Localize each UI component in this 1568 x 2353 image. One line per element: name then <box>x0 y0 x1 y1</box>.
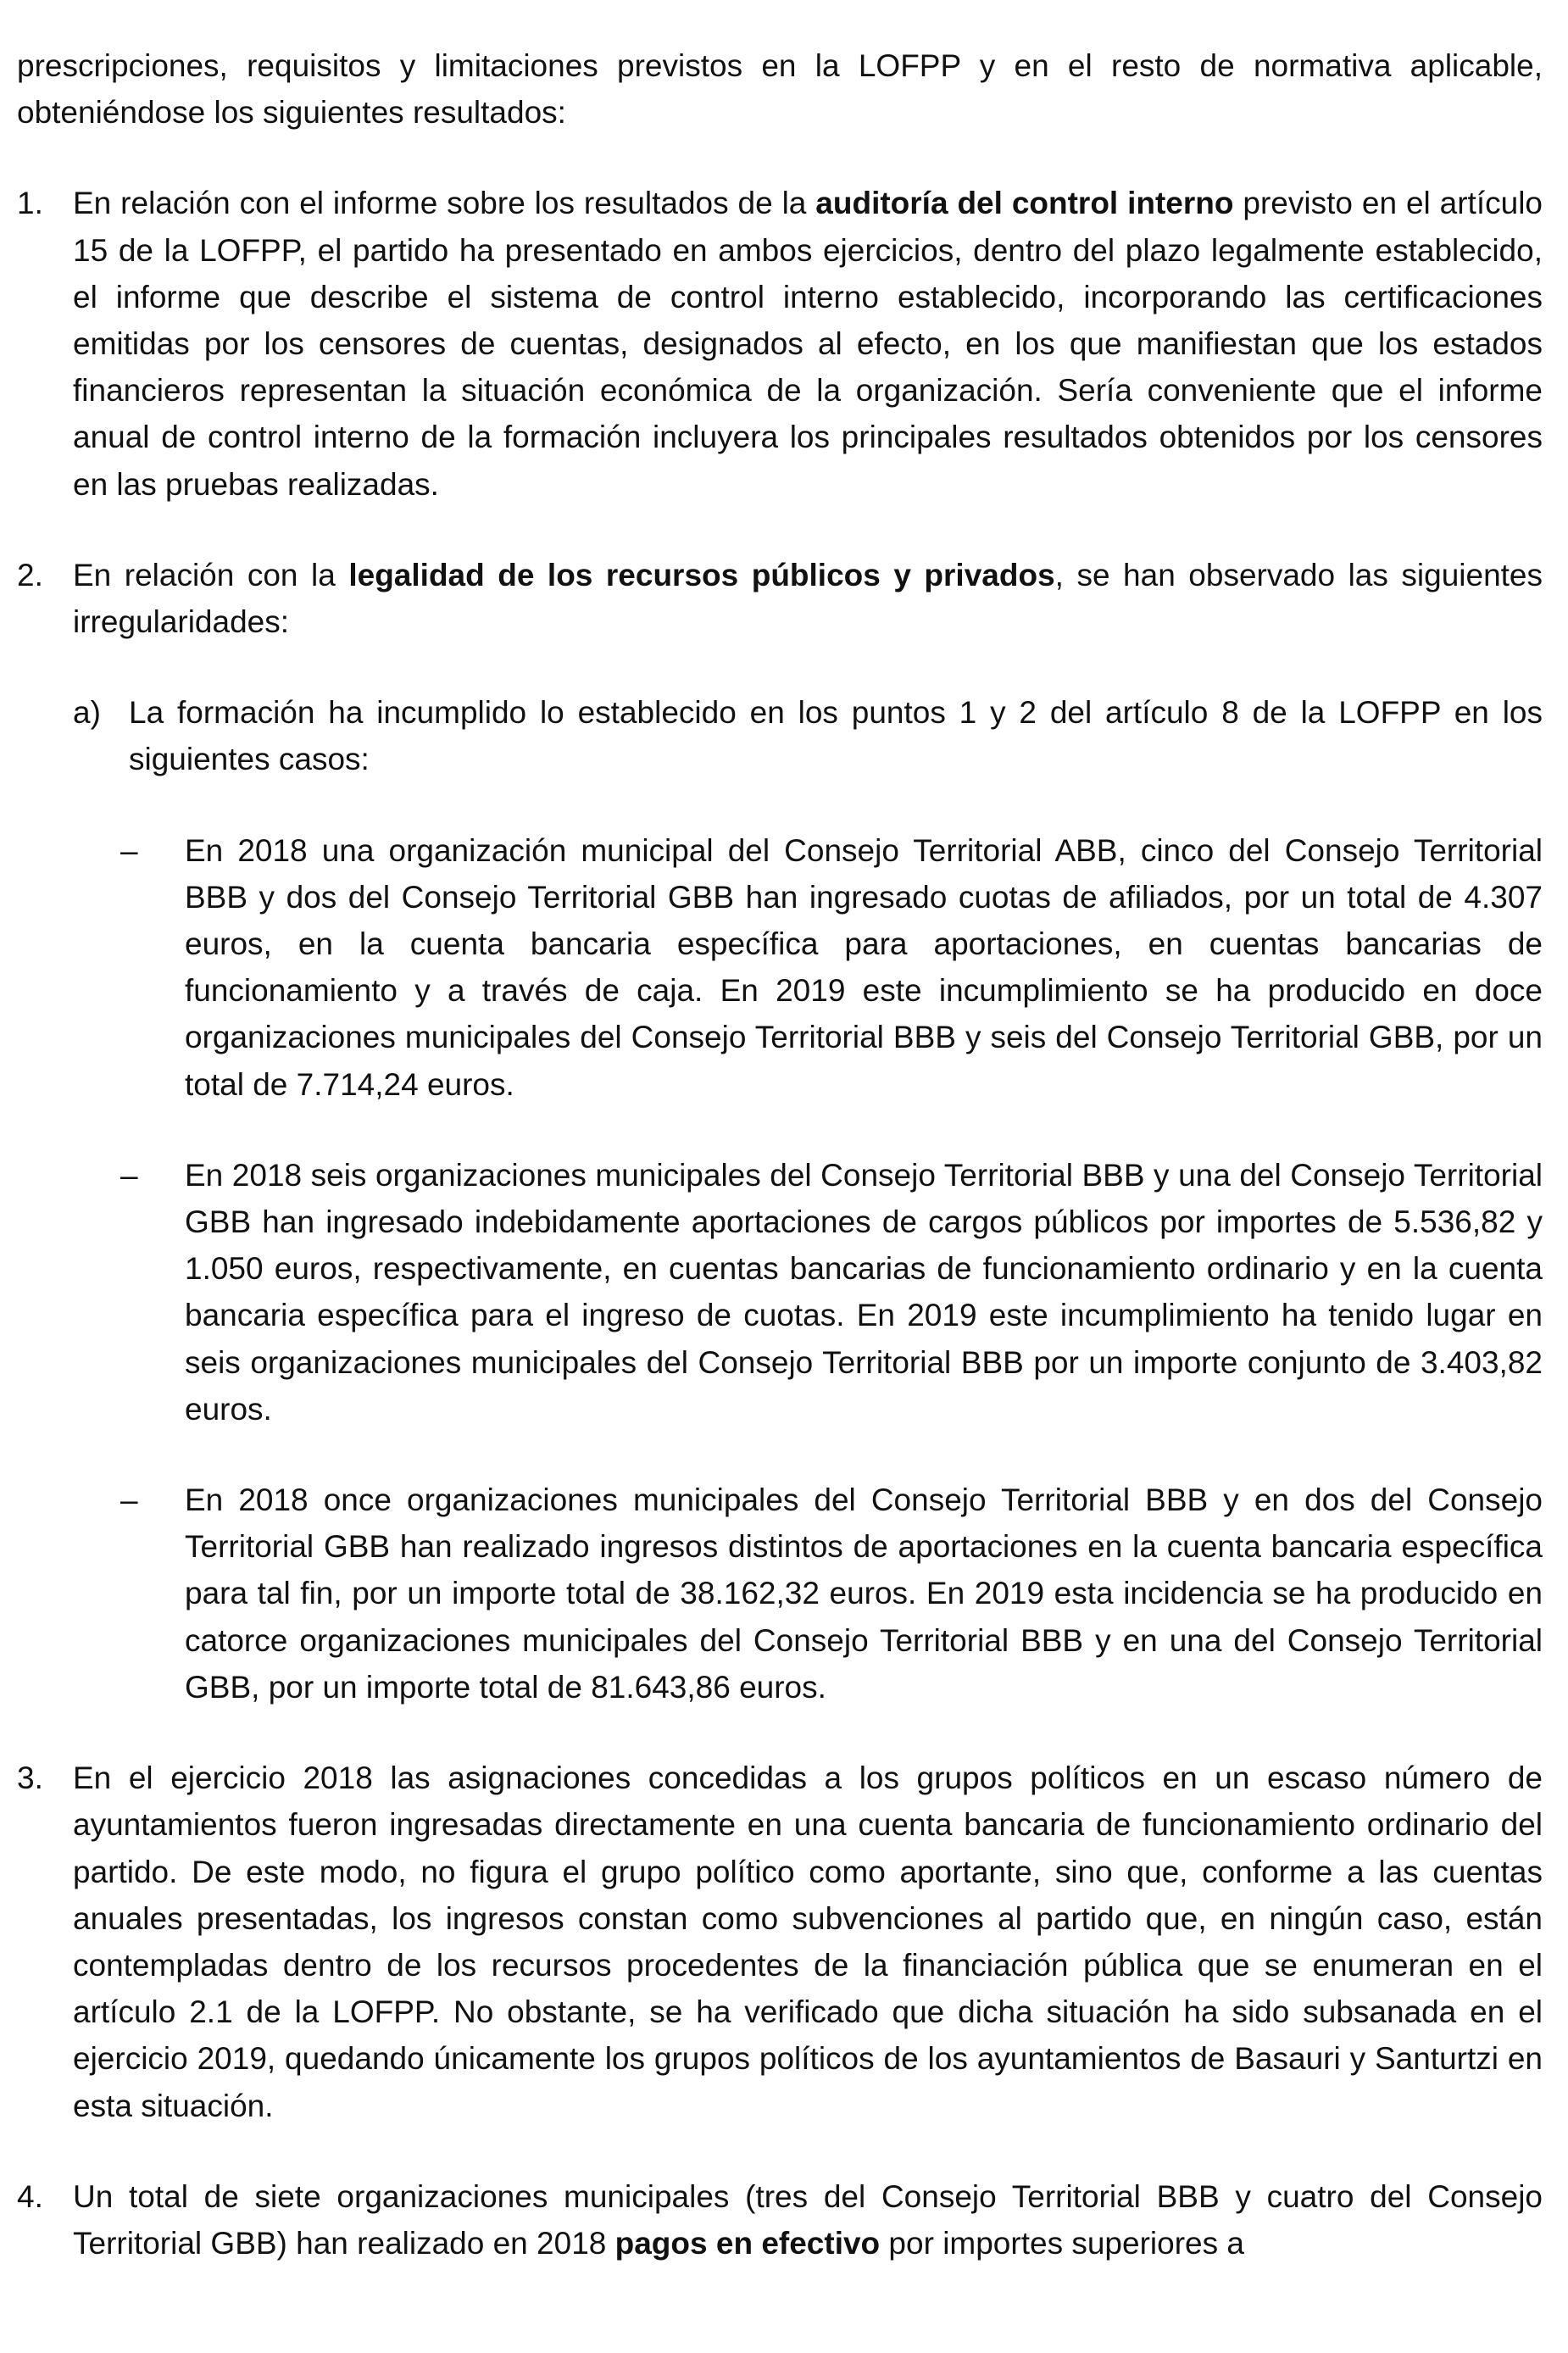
dash-bullet-1-text: En 2018 una organización municipal del Consejo Territorial ABB, cinco del Consejo Territorial BBB y dos del Consejo Territorial GBB han ingresado cuotas de afiliados, por un total de 4.307 euros, en la cuenta bancaria específica para aportaciones, en cuentas bancarias de funcionamiento y a través de caja. En 2019 este incumplimiento se ha producido en doce organizaciones municipales del Consejo Territorial BBB y seis del Consejo Territorial GBB, por un total de 7.714,24 euros. <box>185 832 1543 1102</box>
sub-item-a <box>73 689 1543 782</box>
list-item-2 <box>17 552 1543 1711</box>
item-3-paragraph: En el ejercicio 2018 las asignaciones concedidas a los grupos políticos en un escaso número de ayuntamientos fueron ingresadas directamente en una cuenta bancaria de funcionamiento ordinario del partido. De este modo, no figura el grupo político como aportante, sino que, conforme a las cuentas anuales presentadas, los ingresos constan como subvenciones al partido que, en ningún caso, están contempladas dentro de los recursos procedentes de la financiación pública que se enumeran en el artículo 2.1 de la LOFPP. No obstante, se ha verificado que dicha situación ha sido subsanada en el ejercicio 2019, quedando únicamente los grupos políticos de los ayuntamientos de Basauri y Santurtzi en esta situación. <box>73 1761 1543 2123</box>
dash-bullet-2-text: En 2018 seis organizaciones municipales del Consejo Territorial BBB y una del Consejo Territorial GBB han ingresado indebidamente aportaciones de cargos públicos por importes de 5.536,82 y 1.050 euros, respectivamente, en cuentas bancarias de funcionamiento ordinario y en la cuenta bancaria específica para el ingreso de cuotas. En 2019 este incumplimiento ha tenido lugar en seis organizaciones municipales del Consejo Territorial BBB por un importe conjunto de 3.403,82 euros. <box>185 1157 1543 1427</box>
list-item-4 <box>17 2173 1543 2267</box>
sub-item-letter: a) <box>73 695 101 731</box>
item-2-paragraph <box>73 552 1543 645</box>
dash-marker: – <box>120 832 138 868</box>
dash-marker: – <box>120 1157 138 1193</box>
dash-marker: – <box>120 1482 138 1518</box>
item-1-paragraph <box>73 180 1543 507</box>
item-2-text-end: , se han observado las siguientes irregularidades: <box>73 557 1543 640</box>
item-number: 4. <box>17 2178 43 2214</box>
item-1-text-start: En relación con el informe sobre los resultados de la <box>73 186 816 221</box>
item-4-text-start: Un total de siete organizaciones municipales (tres del Consejo Territorial BBB y cuatro del Consejo Territorial GBB) han realizado en 2018 <box>73 2178 1543 2261</box>
item-number: 1. <box>17 186 43 221</box>
list-item-1 <box>17 180 1543 507</box>
item-2-text-start: En relación con la <box>73 557 349 592</box>
document-page <box>17 42 1543 2311</box>
item-2-bold-term: legalidad de los recursos públicos y privados <box>348 557 1055 592</box>
dash-bullet-1 <box>73 827 1543 1108</box>
dash-bullet-3 <box>73 1477 1543 1711</box>
dash-bullet-2 <box>73 1152 1543 1432</box>
item-1-bold-term: auditoría del control interno <box>815 186 1234 221</box>
item-number: 3. <box>17 1761 43 1796</box>
item-1-text-end: previsto en el artículo 15 de la LOFPP, el partido ha presentado en ambos ejercicios, dentro del plazo legalmente establecido, el informe que describe el sistema de control interno establecido, incorporando las certificaciones emitidas por los censores de cuentas, designados al efecto, en los que manifiestan que los estados financieros representan la situación económica de la organización. Sería conveniente que el informe anual de control interno de la formación incluyera los principales resultados obtenidos por los censores en las pruebas realizadas. <box>73 186 1543 502</box>
list-item-3 <box>17 1755 1543 2129</box>
item-4-paragraph <box>73 2173 1543 2267</box>
intro-paragraph: prescripciones, requisitos y limitaciones previstos en la LOFPP y en el resto de normativa aplicable, obteniéndose los siguientes resultados: <box>17 48 1543 131</box>
item-number: 2. <box>17 557 43 592</box>
item-4-bold-term: pagos en efectivo <box>614 2225 881 2261</box>
dash-bullet-3-text: En 2018 once organizaciones municipales del Consejo Territorial BBB y en dos del Consejo Territorial GBB han realizado ingresos distintos de aportaciones en la cuenta bancaria específica para tal fin, por un importe total de 38.162,32 euros. En 2019 esta incidencia se ha producido en catorce organizaciones municipales del Consejo Territorial BBB y en una del Consejo Territorial GBB, por un importe total de 81.643,86 euros. <box>185 1482 1543 1705</box>
sub-item-a-text: La formación ha incumplido lo establecido en los puntos 1 y 2 del artículo 8 de la LOFPP en los siguientes casos: <box>129 695 1543 777</box>
item-4-text-end: por importes superiores a <box>880 2225 1244 2261</box>
